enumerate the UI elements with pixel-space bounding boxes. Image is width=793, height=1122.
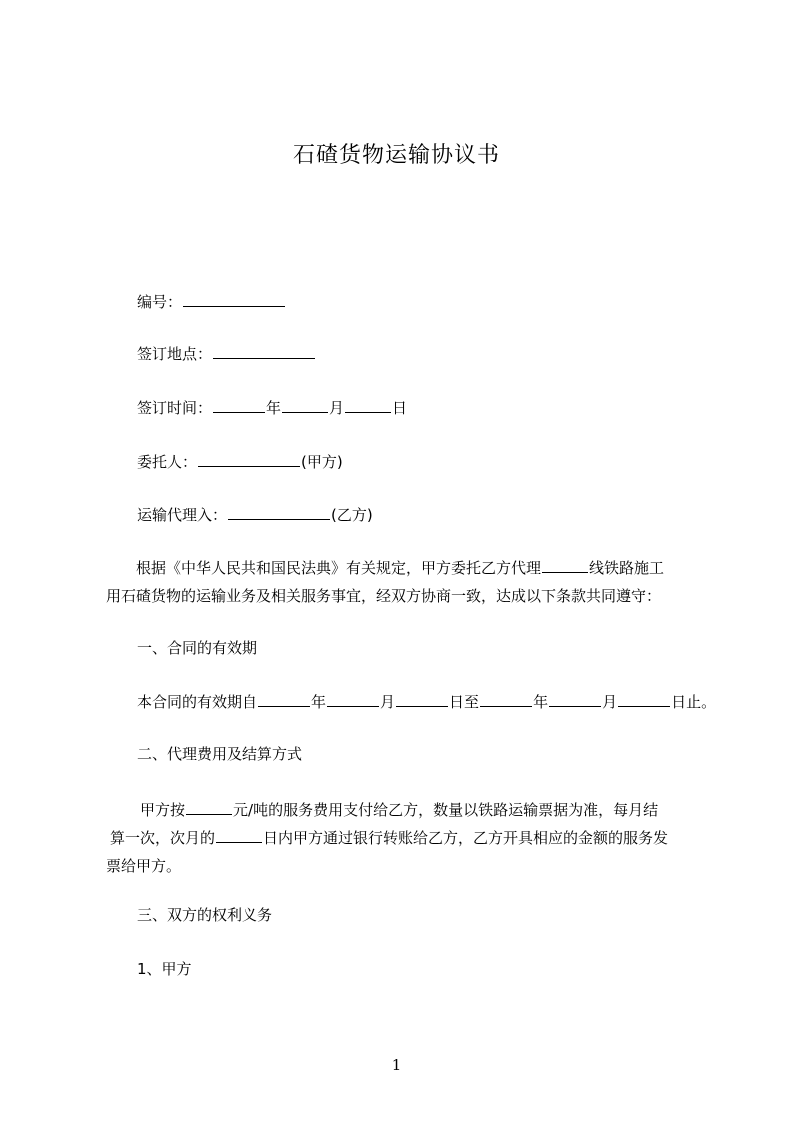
year-label: 年 — [266, 399, 282, 417]
number-field — [137, 290, 286, 314]
end-year-blank — [480, 690, 532, 707]
fee-line-3: 票给甲方。 — [106, 857, 182, 875]
month-label: 月 — [329, 399, 345, 417]
fee-text-b: 元/吨的服务费用支付给乙方，数量以铁路运输票据为准，每月结 — [233, 801, 659, 819]
principal-blank — [198, 450, 300, 467]
place-label: 签订地点： — [137, 345, 213, 363]
document-title: 石碴货物运输协议书 — [292, 143, 500, 168]
year-blank — [213, 396, 265, 413]
intro-text-b: 线铁路施工 — [589, 559, 665, 577]
fee-text-c: 算一次，次月的 — [110, 829, 216, 847]
intro-line-2: 用石碴货物的运输业务及相关服务事宜，经双方协商一致，达成以下条款共同遵守： — [106, 587, 662, 605]
time-label: 签订时间： — [137, 399, 213, 417]
end-month-label: 月 — [602, 693, 618, 711]
number-blank — [183, 290, 285, 307]
start-day-label: 日至 — [449, 693, 480, 711]
validity-text: 本合同的有效期自 — [137, 693, 258, 711]
intro-line-1 — [106, 554, 706, 582]
page-number: 1 — [391, 1056, 402, 1074]
intro-text-a: 根据《中华人民共和国民法典》有关规定，甲方委托乙方代理 — [136, 559, 542, 577]
payment-days-blank — [216, 826, 262, 843]
section-2-heading: 二、代理费用及结算方式 — [137, 745, 303, 763]
number-label: 编号： — [137, 293, 183, 311]
start-month-blank — [327, 690, 379, 707]
intro-paragraph — [106, 554, 706, 610]
end-year-label: 年 — [533, 693, 549, 711]
principal-label: 委托人： — [137, 453, 198, 471]
end-month-blank — [549, 690, 601, 707]
start-year-label: 年 — [311, 693, 327, 711]
day-blank — [345, 396, 391, 413]
end-day-label: 日止。 — [671, 693, 717, 711]
fee-text-d: 日内甲方通过银行转账给乙方，乙方开具相应的金额的服务发 — [263, 829, 669, 847]
principal-field — [137, 450, 343, 474]
month-blank — [282, 396, 328, 413]
agent-suffix: (乙方) — [331, 506, 373, 524]
fee-text-a: 甲方按 — [140, 801, 186, 819]
fee-rate-blank — [186, 798, 232, 815]
section-3-heading: 三、双方的权利义务 — [137, 906, 273, 924]
place-field — [137, 342, 316, 366]
agent-blank — [228, 503, 330, 520]
start-month-label: 月 — [380, 693, 396, 711]
place-blank — [213, 342, 315, 359]
principal-suffix: (甲方) — [301, 453, 343, 471]
railway-line-blank — [542, 556, 588, 573]
agent-field — [137, 503, 373, 527]
party-a-subheading: 1、甲方 — [137, 960, 192, 978]
fee-line-2 — [106, 824, 706, 852]
start-year-blank — [258, 690, 310, 707]
section-1-heading: 一、合同的有效期 — [137, 639, 258, 657]
fee-line-1 — [106, 796, 706, 824]
fee-paragraph — [106, 796, 706, 880]
time-field — [137, 396, 407, 420]
validity-period — [137, 690, 716, 714]
day-label: 日 — [392, 399, 408, 417]
end-day-blank — [618, 690, 670, 707]
agent-label: 运输代理入： — [137, 506, 228, 524]
start-day-blank — [396, 690, 448, 707]
